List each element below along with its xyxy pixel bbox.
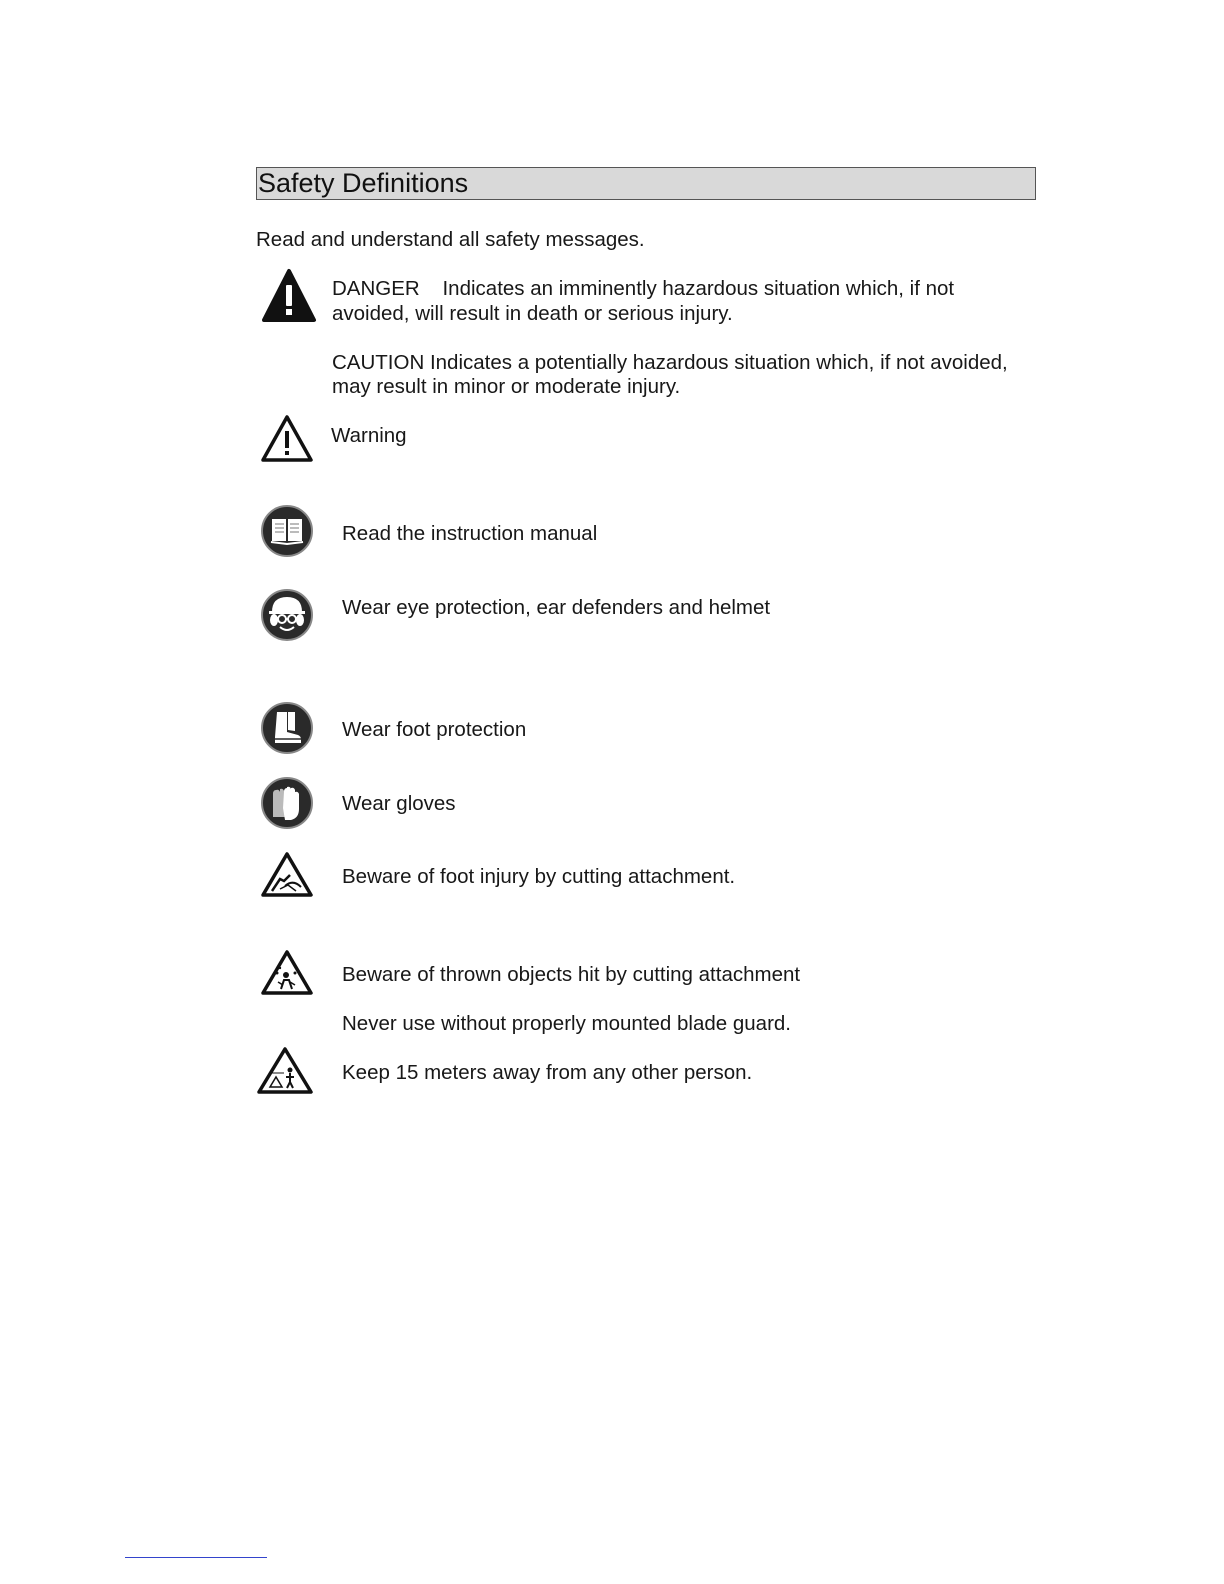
thrown-objects-warning-icon	[260, 949, 314, 997]
keep-distance-warning-icon	[256, 1046, 314, 1096]
foot-injury-text: Beware of foot injury by cutting attachment.	[342, 865, 736, 888]
warning-icon	[260, 414, 314, 464]
helmet-ear-eye-protection-icon	[260, 588, 314, 642]
danger-line-2: avoided, will result in death or serious injury.	[332, 302, 733, 325]
footer-rule	[125, 1557, 267, 1558]
foot-injury-warning-icon	[260, 851, 314, 899]
blade-guard-text: Never use without properly mounted blade guard.	[342, 1012, 791, 1035]
thrown-objects-text: Beware of thrown objects hit by cutting attachment	[342, 963, 801, 986]
intro-text: Read and understand all safety messages.	[256, 228, 645, 251]
danger-icon	[261, 268, 317, 324]
gloves-icon	[260, 776, 314, 830]
keep-distance-text: Keep 15 meters away from any other person.	[342, 1061, 753, 1084]
section-title: Safety Definitions	[256, 167, 1036, 200]
caution-line-2: may result in minor or moderate injury.	[332, 375, 681, 398]
caution-line-1: CAUTION Indicates a potentially hazardous situation which, if not avoided,	[332, 351, 1008, 374]
gloves-text: Wear gloves	[342, 792, 456, 815]
boot-icon	[260, 701, 314, 755]
book-icon	[260, 504, 314, 558]
read-manual-text: Read the instruction manual	[342, 522, 598, 545]
warning-label: Warning	[331, 424, 407, 447]
foot-protection-text: Wear foot protection	[342, 718, 527, 741]
eye-ear-helmet-text: Wear eye protection, ear defenders and helmet	[342, 596, 771, 619]
danger-line-1: DANGER Indicates an imminently hazardous situation which, if not	[332, 277, 955, 300]
